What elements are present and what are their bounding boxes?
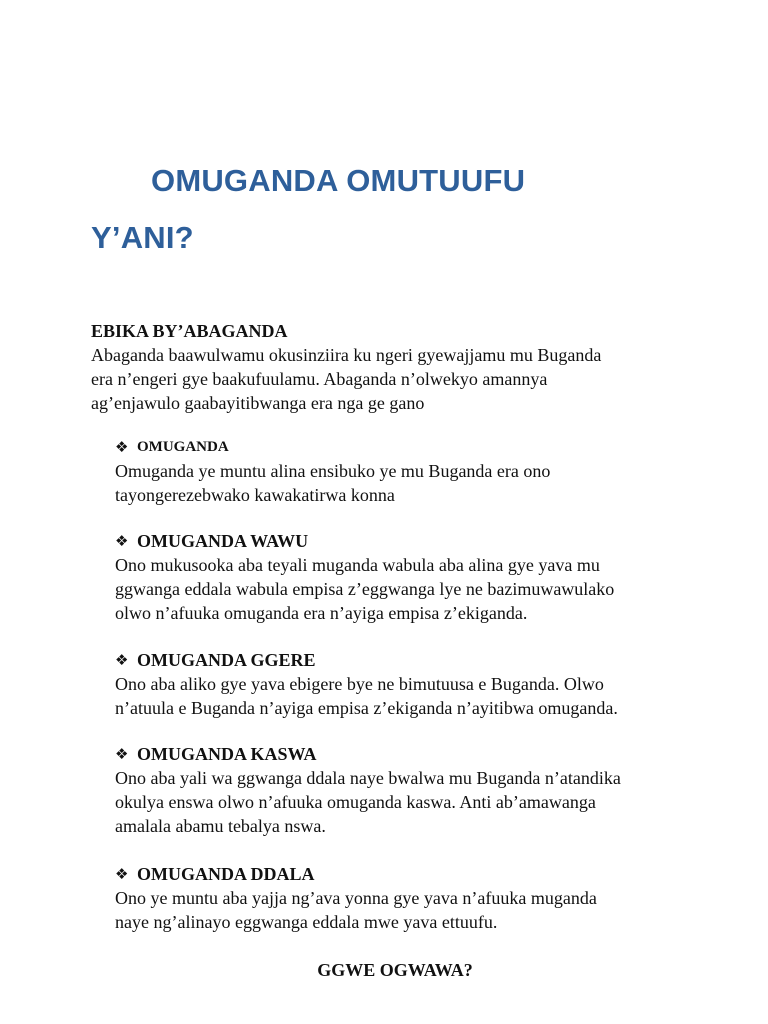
- diamond-bullet-icon: ❖: [115, 745, 129, 763]
- entry-paragraph: [115, 672, 745, 720]
- closing-text: GGWE OGWAWA?: [317, 960, 473, 980]
- diamond-bullet-icon: ❖: [115, 438, 129, 456]
- entry-omuganda: [115, 435, 745, 507]
- diamond-bullet-icon: ❖: [115, 651, 129, 669]
- entry-omuganda-kaswa: [115, 742, 745, 838]
- entry-heading-text: OMUGANDA: [137, 439, 229, 455]
- entry-line: Ono aba yali wa ggwanga ddala naye bwalwa mu Buganda n’atandika: [115, 768, 621, 788]
- entry-line: tayongerezebwako kawakatirwa konna: [115, 485, 395, 505]
- entry-heading: [115, 648, 745, 672]
- entry-line: amalala abamu tebalya nswa.: [115, 816, 326, 836]
- entry-line: ggwanga eddala wabula empisa z’eggwanga lye ne bazimuwawulako: [115, 579, 615, 599]
- entry-heading: [115, 742, 745, 766]
- intro-section: [91, 320, 731, 415]
- page-title-line-2: Y’ANI?: [91, 220, 194, 255]
- entry-heading: [115, 435, 745, 459]
- entry-paragraph: [115, 459, 745, 507]
- entry-line: Ono mukusooka aba teyali muganda wabula aba alina gye yava mu: [115, 555, 600, 575]
- diamond-bullet-icon: ❖: [115, 865, 129, 883]
- entry-paragraph: [115, 886, 745, 934]
- entry-omuganda-ddala: [115, 862, 745, 934]
- intro-heading: EBIKA BY’ABAGANDA: [91, 321, 288, 341]
- entry-heading-text: OMUGANDA GGERE: [137, 650, 316, 670]
- intro-line: Abaganda baawulwamu okusinziira ku ngeri gyewajjamu mu Buganda: [91, 345, 602, 365]
- entry-heading-text: OMUGANDA DDALA: [137, 864, 315, 884]
- entry-heading: [115, 529, 745, 553]
- diamond-bullet-icon: ❖: [115, 532, 129, 550]
- entry-heading-text: OMUGANDA WAWU: [137, 531, 309, 551]
- entry-line: n’atuula e Buganda n’ayiga empisa z’ekiganda n’ayitibwa omuganda.: [115, 698, 618, 718]
- intro-line: ag’enjawulo gaabayitibwanga era nga ge gano: [91, 393, 425, 413]
- entry-line: Ono ye muntu aba yajja ng’ava yonna gye yava n’afuuka muganda: [115, 888, 597, 908]
- intro-line: era n’engeri gye baakufuulamu. Abaganda n’olwekyo amannya: [91, 369, 548, 389]
- entry-line: okulya enswa olwo n’afuuka omuganda kaswa. Anti ab’amawanga: [115, 792, 596, 812]
- entry-heading-text: OMUGANDA KASWA: [137, 744, 317, 764]
- entry-line: Ono aba aliko gye yava ebigere bye ne bimutuusa e Buganda. Olwo: [115, 674, 604, 694]
- entry-heading: [115, 862, 745, 886]
- intro-paragraph: [91, 343, 731, 415]
- entry-line: naye ng’alinayo eggwanga eddala mwe yava ettuufu.: [115, 912, 498, 932]
- entry-omuganda-ggere: [115, 648, 745, 720]
- entry-line: Omuganda ye muntu alina ensibuko ye mu Buganda era ono: [115, 461, 551, 481]
- entry-line: olwo n’afuuka omuganda era n’ayiga empisa z’ekiganda.: [115, 603, 528, 623]
- closing-question: [0, 958, 768, 982]
- entry-omuganda-wawu: [115, 529, 745, 625]
- page-title-line-1: OMUGANDA OMUTUUFU: [151, 163, 526, 198]
- entry-paragraph: [115, 766, 745, 838]
- entry-paragraph: [115, 553, 745, 625]
